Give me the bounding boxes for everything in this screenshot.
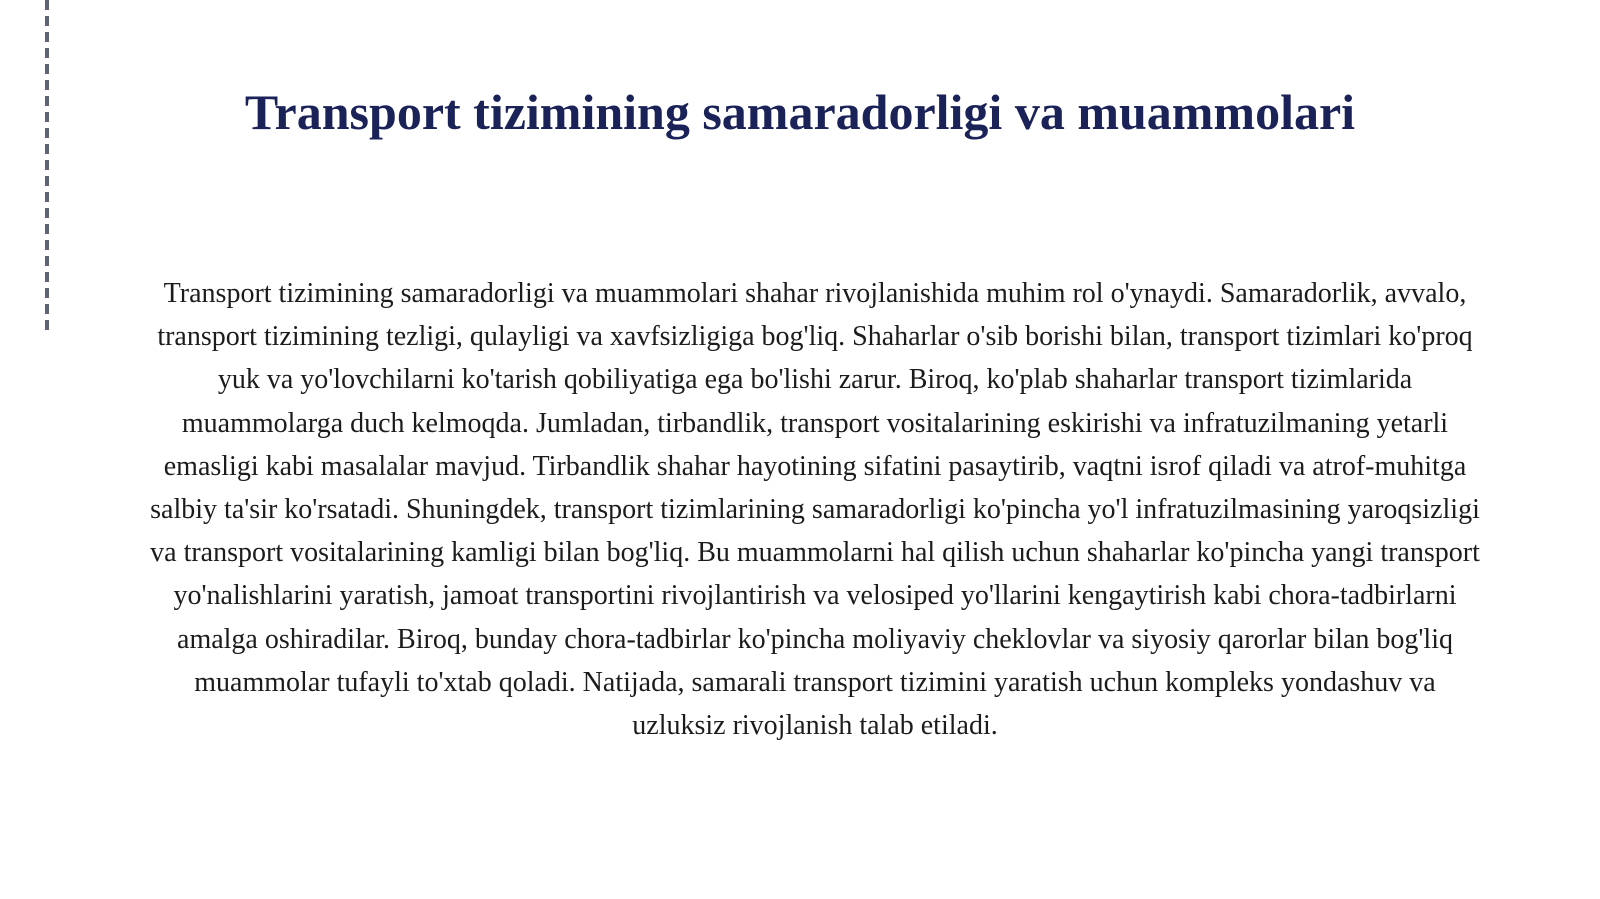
slide-title: Transport tizimining samaradorligi va muammolari	[244, 84, 1356, 140]
slide-body-text: Transport tizimining samaradorligi va muammolari shahar rivojlanishida muhim rol o'ynaydi. Samaradorlik, avvalo, transport tizimining tezligi, qulayligi va xavfsizligiga bog'liq. Shaharlar o'sib borishi bilan, transport tizimlari ko'proq yuk va yo'lovchilarni ko'tarish qobiliyatiga ega bo'lishi zarur. Biroq, ko'plab shaharlar transport tizimlarida muammolarga duch kelmoqda. Jumladan, tirbandlik, transport vositalarining eskirishi va infratuzilmaning yetarli emasligi kabi masalalar mavjud. Tirbandlik shahar hayotining sifatini pasaytirib, vaqtni isrof qiladi va atrof-muhitga salbiy ta'sir ko'rsatadi. Shuningdek, transport tizimlarining samaradorligi ko'pincha yo'l infratuzilmasining yaroqsizligi va transport vositalarining kamligi bilan bog'liq. Bu muammolarni hal qilish uchun shaharlar ko'pincha yangi transport yo'nalishlarini yaratish, jamoat transportini rivojlantirish va velosiped yo'llarini kengaytirish kabi chora-tadbirlarni amalga oshiradilar. Biroq, bunday chora-tadbirlar ko'pincha moliyaviy cheklovlar va siyosiy qarorlar bilan bog'liq muammolar tufayli to'xtab qoladi. Natijada, samarali transport tizimini yaratish uchun kompleks yondashuv va uzluksiz rivojlanish talab etiladi.	[150, 278, 1480, 742]
decorative-dashed-line	[45, 0, 49, 330]
